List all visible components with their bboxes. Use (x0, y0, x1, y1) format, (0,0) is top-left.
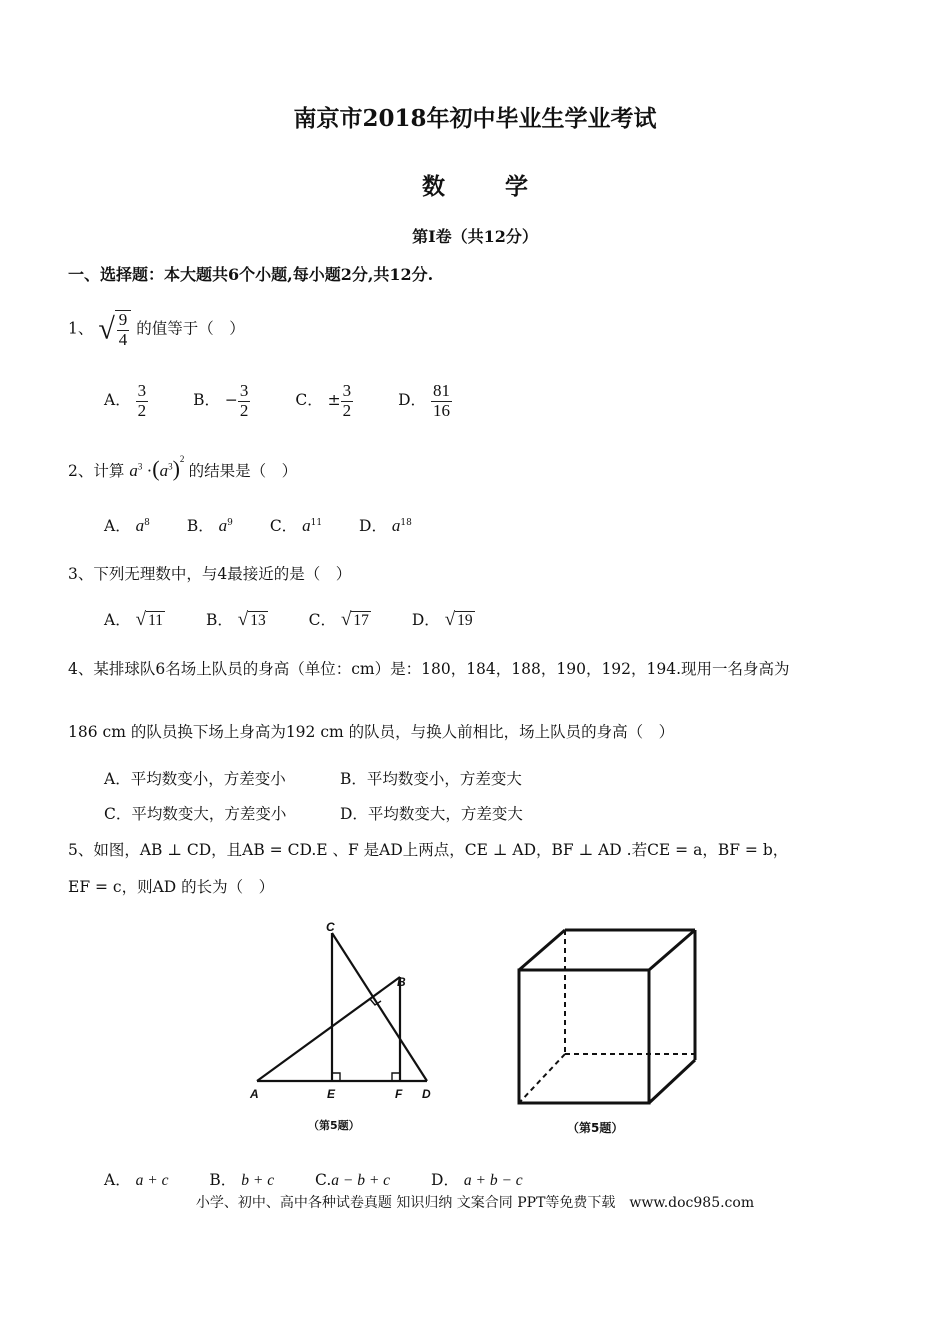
cube-hidden-edges (519, 930, 695, 1103)
q3-option-a: A． √ 11 (104, 609, 164, 630)
label-d: D (422, 1087, 431, 1101)
volume-title: 第Ⅰ卷（共12分） (412, 227, 538, 246)
question-4-line-1: 4、某排球队6名场上队员的身高（单位：cm）是：180，184，188，190，192，194.现用一名身高为 (68, 660, 790, 678)
q2-option-b: B． $a^9$ (186, 516, 233, 535)
label-f: F (395, 1087, 403, 1101)
q5-option-b: B． b + c (209, 1171, 275, 1189)
q2-text: 的结果是（ ） (188, 462, 298, 480)
q3-option-b: B． √ 13 (205, 609, 266, 630)
question-3: 3、下列无理数中，与4最接近的是（ ） (68, 565, 352, 583)
q5-option-a: A． a + c (104, 1171, 169, 1189)
question-2 (68, 454, 297, 482)
q4-option-d: D．平均数变大，方差变大 (340, 805, 523, 823)
q3-option-d: D． √ 19 (411, 609, 473, 630)
q2-option-c: C． $a^{11}$ (269, 516, 323, 535)
q4-option-c: C．平均数变大，方差变小 (104, 805, 287, 823)
q5-option-d: D． a + b − c (431, 1171, 523, 1189)
exam-title: 南京市2018年初中毕业生学业考试 (293, 105, 657, 132)
q1-radicand-den: 4 (118, 329, 128, 349)
q2-number: 2、计算 (68, 462, 125, 480)
footer-text: 小学、初中、高中各种试卷真题 知识归纳 文案合同 PPT等免费下载 www.doc985.com (195, 1195, 755, 1211)
q5-option-c: C.a − b + c (315, 1171, 391, 1189)
right-angle-f (392, 1073, 400, 1081)
q4-option-b: B．平均数变小，方差变大 (340, 770, 522, 788)
segment-ab (257, 977, 400, 1081)
q1-options (104, 382, 480, 420)
question-5-line-1: 5、如图，AB ⊥ CD，且AB = CD.E 、F 是AD上两点，CE ⊥ AD，BF ⊥ AD .若CE = a，BF = b， (68, 841, 789, 859)
q1-option-a: A． $\frac{3}{2}$ (104, 381, 147, 420)
q1-option-c: C． ± $\frac{3}{2}$ (295, 381, 352, 420)
q2-options (104, 514, 440, 536)
q2-expression: $a^3 \cdot(a^3)^2$ (129, 454, 185, 481)
label-e: E (327, 1087, 336, 1101)
label-a: A (250, 1087, 259, 1101)
q5-options (104, 1168, 551, 1190)
segment-cd (332, 933, 427, 1081)
right-angle-e (332, 1073, 340, 1081)
q1-number: 1、 (68, 319, 94, 338)
section-heading: 一、选择题：本大题共6个小题,每小题2分,共12分. (68, 265, 434, 284)
figure-1-caption: （第5题） (308, 1119, 360, 1132)
q2-option-a: A． $a^8$ (104, 516, 150, 535)
question-4-line-2: 186 cm 的队员换下场上身高为192 cm 的队员，与换人前相比，场上队员的身高（ ） (68, 723, 675, 741)
question-1 (68, 310, 245, 349)
q1-option-b: B． − $\frac{3}{2}$ (193, 381, 249, 420)
q4-option-a: A．平均数变小，方差变小 (104, 770, 286, 788)
q1-text: 的值等于（ ） (136, 319, 245, 338)
figure-triangles (240, 915, 450, 1140)
label-b: B (397, 975, 406, 989)
q1-radicand-num: 9 (118, 310, 128, 329)
q3-options (104, 608, 503, 631)
q1-option-d: D． $\frac{81}{16}$ (398, 381, 450, 420)
subject-title: 数 学 (421, 173, 554, 200)
q1-sqrt: √ $\frac{9}{4}$ (98, 310, 131, 349)
question-5-line-2: EF = c，则AD 的长为（ ） (68, 878, 275, 896)
q3-option-c: C． √ 17 (308, 609, 369, 630)
label-c: C (326, 920, 335, 934)
figure-2-caption: （第5题） (567, 1121, 624, 1135)
q2-option-d: D． $a^{18}$ (359, 516, 412, 535)
figure-cube (505, 918, 705, 1143)
